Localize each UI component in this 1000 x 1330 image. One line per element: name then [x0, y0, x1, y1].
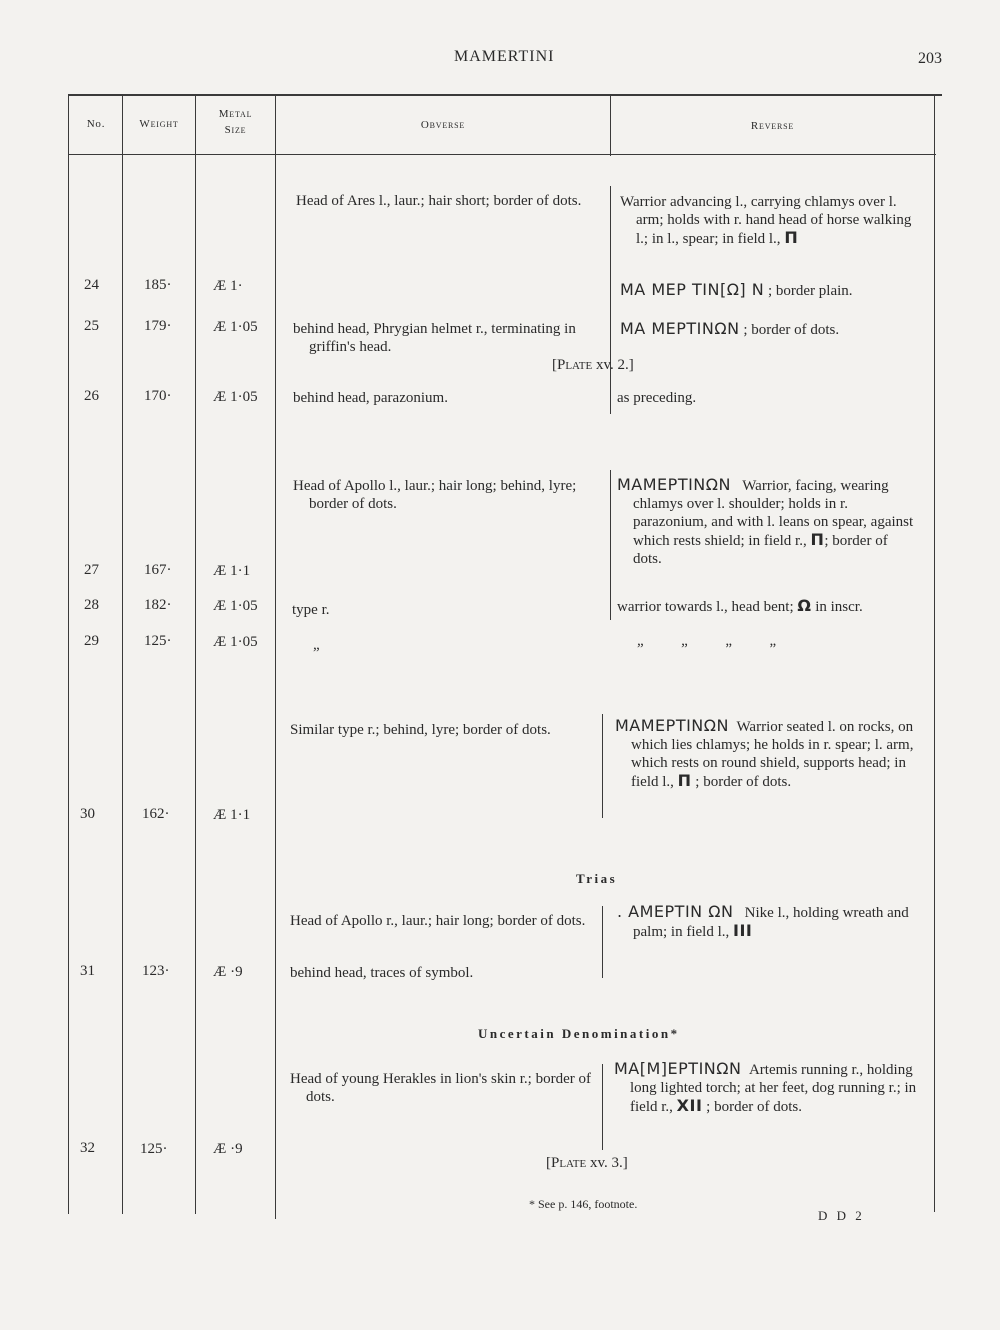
legend-group3: MAMEPTINΩN — [615, 716, 729, 735]
header-size-label: Size — [224, 124, 247, 136]
metal-size-32: Æ ·9 — [213, 1141, 243, 1157]
header-metal — [196, 108, 275, 120]
metal-size-28: Æ 1·05 — [213, 598, 258, 614]
legend-group2: MAMEPTINΩN — [617, 475, 731, 494]
table-top-rule — [68, 94, 942, 96]
column-rule-left — [68, 94, 69, 1214]
obverse-25: behind head, Phrygian helmet r., terminating in griffin's head. — [293, 321, 576, 355]
header-obverse-label: Obverse — [420, 119, 466, 131]
weight-32: 125· — [140, 1141, 168, 1157]
obverse-31: behind head, traces of symbol. — [290, 965, 474, 981]
header-size — [196, 124, 275, 136]
coin-number-32: 32 — [80, 1140, 95, 1156]
monogram-pi-2: Π — [810, 530, 825, 549]
metal-size-26: Æ 1·05 — [213, 389, 258, 405]
reverse-description-warrior-seated: MAMEPTINΩN Warrior seated l. on rocks, on which lies chlamys; he holds in r. spear; l. arm, which rests on round shield, supports head; in field l., Π ; border of dots. — [615, 716, 914, 790]
plate-reference-1: [Plate xv. 2.] — [552, 357, 634, 373]
obverse-reverse-divider-4 — [602, 906, 603, 978]
footnote: * See p. 146, footnote. — [529, 1197, 638, 1211]
reverse-description-artemis: MA[M]EPTINΩN Artemis running r., holding long lighted torch; at her feet, dog running r.; in field r., XII ; border of dots. — [614, 1059, 917, 1115]
weight-24: 185· — [144, 277, 172, 293]
monogram-pi: Π — [784, 228, 799, 247]
numeral-xii: XII — [676, 1096, 703, 1115]
obverse-description-apollo-left: Head of Apollo l., laur.; hair long; behind, lyre; border of dots. — [293, 478, 577, 512]
running-head: MAMERTINI — [454, 48, 555, 65]
reverse-24: MA MEP TIN[Ω] N ; border plain. — [620, 280, 853, 299]
header-obverse — [276, 119, 610, 131]
header-reverse-label: Reverse — [750, 120, 795, 132]
header-weight — [123, 118, 195, 130]
header-reverse — [611, 120, 934, 132]
weight-29: 125· — [144, 633, 172, 649]
legend-25: MA MEPTINΩN — [620, 319, 740, 338]
obverse-description-herakles: Head of young Herakles in lion's skin r.; border of dots. — [290, 1071, 591, 1105]
legend-group5: MA[M]EPTINΩN — [614, 1059, 742, 1078]
omega-glyph: Ω — [797, 596, 812, 615]
reverse-description-warrior-advancing: Warrior advancing l., carrying chlamys over l. arm; holds with r. hand head of horse walking l.; in l., spear; in field l., Π — [620, 194, 912, 247]
obverse-description-similar-type: Similar type r.; behind, lyre; border of dots. — [290, 722, 551, 738]
column-rule-right — [934, 94, 935, 1212]
metal-size-27: Æ 1·1 — [213, 563, 251, 579]
weight-31: 123· — [142, 963, 170, 979]
header-no: No. — [86, 118, 106, 130]
obverse-reverse-divider-5 — [602, 1064, 603, 1150]
obverse-29-ditto: „ — [313, 637, 320, 653]
metal-size-30: Æ 1·1 — [213, 807, 251, 823]
metal-size-25: Æ 1·05 — [213, 319, 258, 335]
obverse-description-ares: Head of Ares l., laur.; hair short; border of dots. — [296, 193, 582, 209]
header-metal-label: Metal — [218, 108, 253, 120]
coin-number-24: 24 — [84, 277, 99, 293]
monogram-pi-3: Π — [677, 771, 692, 790]
column-rule-weight — [195, 94, 196, 1214]
numeral-iii: III — [732, 921, 753, 940]
coin-number-30: 30 — [80, 806, 95, 822]
reverse-29-ditto: „ „ „ „ — [637, 633, 777, 649]
weight-26: 170· — [144, 388, 172, 404]
coin-number-25: 25 — [84, 318, 99, 334]
obverse-26: behind head, parazonium. — [293, 390, 448, 406]
obverse-reverse-divider-1 — [610, 186, 611, 414]
metal-size-31: Æ ·9 — [213, 964, 243, 980]
reverse-25: MA MEPTINΩN ; border of dots. — [620, 319, 840, 338]
header-bottom-rule — [68, 154, 936, 155]
coin-number-26: 26 — [84, 388, 99, 404]
header-weight-label: Weight — [139, 118, 179, 130]
weight-27: 167· — [144, 562, 172, 578]
weight-25: 179· — [144, 318, 172, 334]
metal-size-29: Æ 1·05 — [213, 634, 258, 650]
weight-28: 182· — [144, 597, 172, 613]
reverse-26: as preceding. — [617, 390, 697, 406]
coin-number-29: 29 — [84, 633, 99, 649]
coin-number-31: 31 — [80, 963, 95, 979]
reverse-28: warrior towards l., head bent; Ω in inscr. — [617, 596, 863, 615]
page-number: 203 — [918, 50, 942, 67]
reverse-description-nike: . AMEPTIN ΩN Nike l., holding wreath and palm; in field l., III — [617, 902, 909, 940]
metal-size-24: Æ 1· — [213, 278, 243, 294]
section-heading-trias: Trias — [576, 871, 618, 886]
coin-number-28: 28 — [84, 597, 99, 613]
obverse-description-apollo-right: Head of Apollo r., laur.; hair long; border of dots. — [290, 913, 586, 929]
reverse-description-warrior-facing: MAMEPTINΩN Warrior, facing, wearing chlamys over l. shoulder; holds in r. parazonium, and with l. leans on spear, against which rests shield; in field r., Π; border of dots. — [617, 475, 914, 567]
weight-30: 162· — [142, 806, 170, 822]
obverse-reverse-divider-2 — [610, 470, 611, 620]
signature-mark: D D 2 — [818, 1208, 865, 1223]
legend-group4: . AMEPTIN ΩN — [617, 902, 734, 921]
column-rule-no — [122, 94, 123, 1214]
obverse-reverse-divider-3 — [602, 714, 603, 818]
obverse-28: type r. — [292, 602, 330, 618]
plate-reference-2: [Plate xv. 3.] — [546, 1155, 628, 1171]
legend-24: MA MEP TIN[Ω] N — [620, 280, 765, 299]
section-heading-uncertain: Uncertain Denomination* — [478, 1026, 680, 1041]
coin-number-27: 27 — [84, 562, 99, 578]
column-rule-metal — [275, 94, 276, 1219]
